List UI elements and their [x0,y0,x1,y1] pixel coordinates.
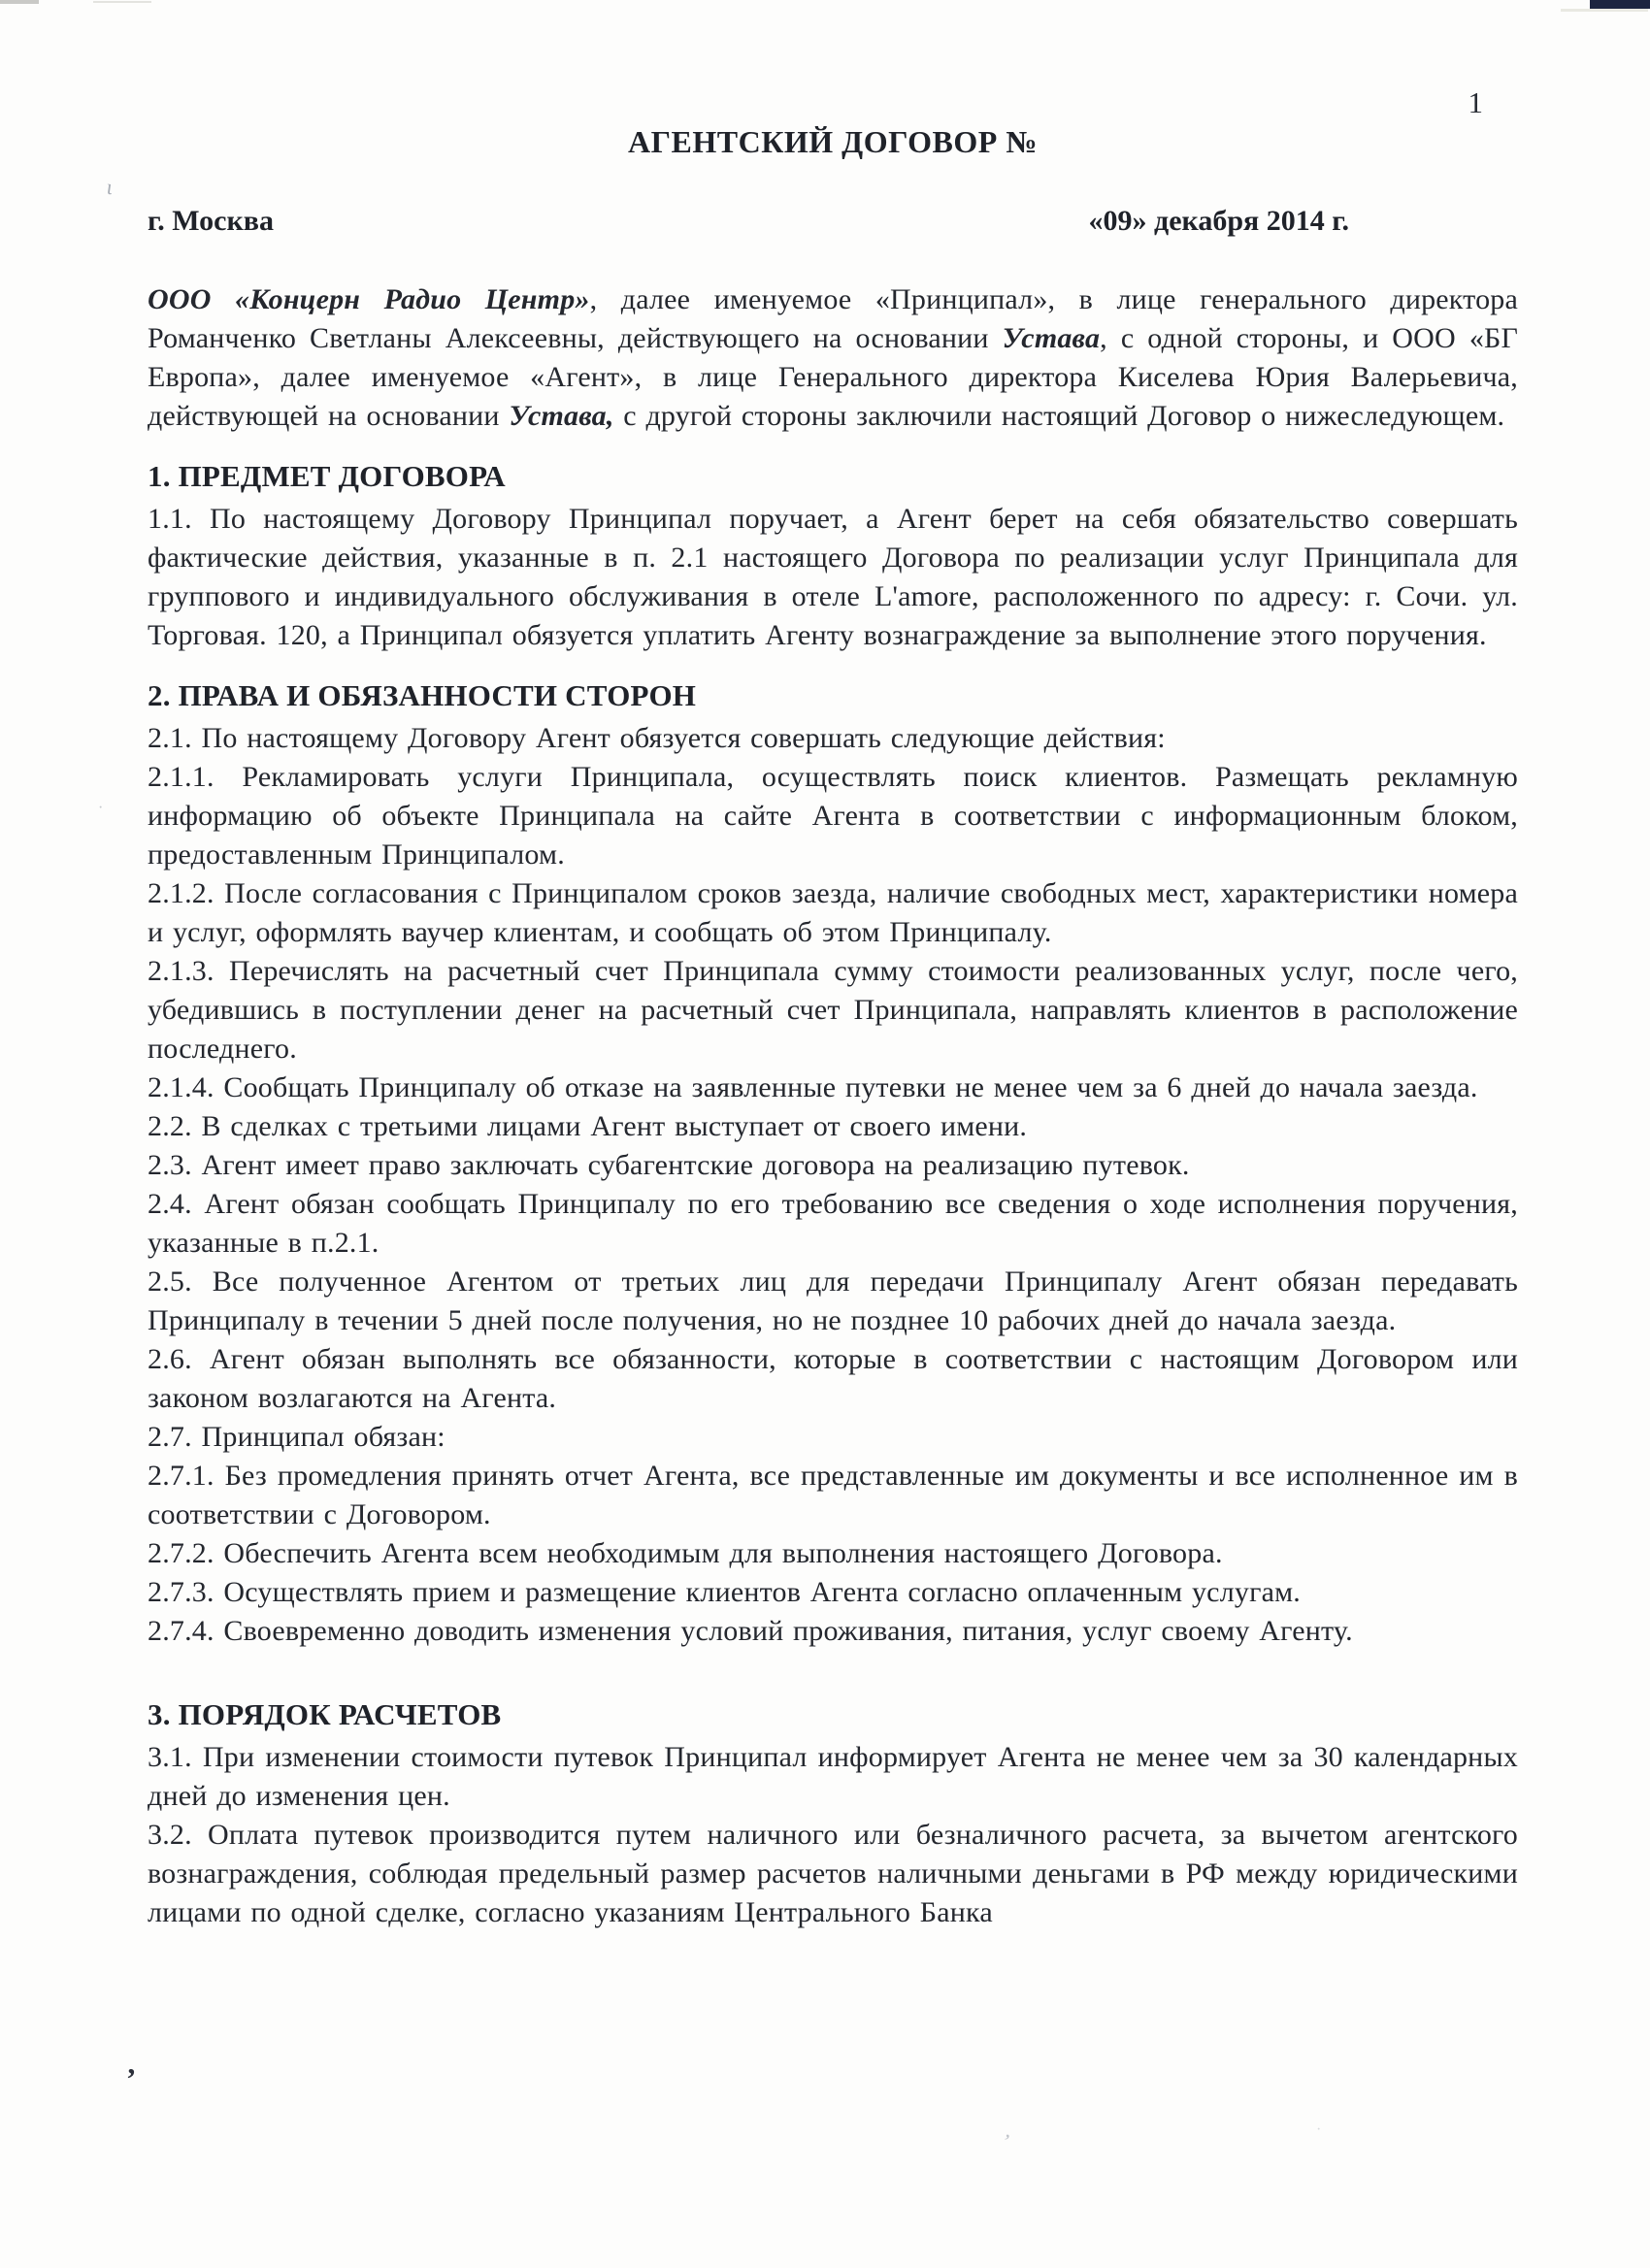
scanner-edge-fringe [1561,9,1648,12]
clause-2-1: 2.1. По настоящему Договору Агент обязуется совершать следующие действия: [148,722,1166,754]
principal-company-name: ООО «Концерн Радио Центр» [148,283,590,315]
clause-2-1-3: 2.1.3. Перечислять на расчетный счет Принципала сумму стоимости реализованных услуг, после чего, убедившись в поступлении денег на расчетный счет Принципала, направлять клиентов в расположение последнего. [148,955,1518,1065]
clause-2-4: 2.4. Агент обязан сообщать Принципалу по его требованию все сведения о ходе исполнения поручения, указанные в п.2.1. [148,1188,1518,1259]
clause-2-2: 2.2. В сделках с третьими лицами Агент выступает от своего имени. [148,1110,1028,1142]
clause-1-1: 1.1. По настоящему Договору Принципал поручает, а Агент берет на себя обязательство совершать фактические действия, указанные в п. 2.1 настоящего Договора по реализации услуг Принципала для группового и индивидуального обслуживания в отеле L'amore, расположенного по адресу: г. Сочи. ул. Торговая. 120, а Принципал обязуется уплатить Агенту вознаграждение за выполнение этого поручения. [148,503,1518,651]
section-subject [148,459,1518,655]
clause-2-7-4: 2.7.4. Своевременно доводить изменения условий проживания, питания, услуг своему Агенту. [148,1615,1353,1647]
clause-2-7: 2.7. Принципал обязан: [148,1421,446,1453]
section-rights-obligations [148,678,1518,1651]
clause-2-3: 2.3. Агент имеет право заключать субагентские договора на реализацию путевок. [148,1149,1190,1181]
charter-ref-2: Устава, [509,400,614,432]
clause-2-1-2: 2.1.2. После согласования с Принципалом сроков заезда, наличие свободных мест, характеристики номера и услуг, оформлять ваучер клиентам, и сообщать об этом Принципалу. [148,877,1518,948]
scan-artifact-dash-2 [93,1,151,3]
clause-2-7-3: 2.7.3. Осуществлять прием и размещение клиентов Агента согласно оплаченным услугам. [148,1576,1301,1608]
scan-artifact-dot: · [98,800,104,816]
preamble-paragraph [148,280,1518,436]
document-title: АГЕНТСКИЙ ДОГОВОР № [628,124,1038,159]
clause-2-6: 2.6. Агент обязан выполнять все обязанности, которые в соответствии с настоящим Договором или законом возлагаются на Агента. [148,1343,1518,1414]
clause-2-1-4: 2.1.4. Сообщать Принципалу об отказе на заявленные путевки не менее чем за 6 дней до начала заезда. [148,1071,1478,1103]
preamble-text-1: , далее именуемое «Принципал», в лице генерального директора Романченко Светланы Алексеевны, действующего на основании [148,283,1518,354]
clause-2-1-1: 2.1.1. Рекламировать услуги Принципала, осуществлять поиск клиентов. Размещать рекламную информацию об объекте Принципала на сайте Агента в соответствии с информационным блоком, предоставленным Принципалом. [148,761,1518,871]
scan-artifact-mark: ι [105,174,115,200]
clause-3-1: 3.1. При изменении стоимости путевок Принципал информирует Агента не менее чем за 30 календарных дней до изменения цен. [148,1741,1518,1812]
date-label: «09» декабря 2014 г. [1088,205,1349,237]
section-payment-order [148,1697,1518,1932]
city-label: г. Москва [148,205,274,237]
charter-ref-1: Устава [1002,322,1101,354]
clause-2-7-2: 2.7.2. Обеспечить Агента всем необходимым для выполнения настоящего Договора. [148,1537,1223,1569]
preamble-text-3: с другой стороны заключили настоящий Договор о нижеследующем. [613,400,1505,432]
clause-2-5: 2.5. Все полученное Агентом от третьих лиц для передачи Принципалу Агент обязан передавать Принципалу в течении 5 дней после получения, но не позднее 10 рабочих дней до начала заезда. [148,1265,1518,1336]
clause-2-7-1: 2.7.1. Без промедления принять отчет Агента, все представленные им документы и все исполненное им в соответствии с Договором. [148,1460,1518,1530]
scan-artifact-dash [0,0,39,4]
section-1-heading: 1. ПРЕДМЕТ ДОГОВОРА [148,459,506,493]
preamble-text-2: , с одной стороны, и ООО «БГ Европа», далее именуемое «Агент», в лице Генерального директора Киселева Юрия Валерьевича, действующей на основании [148,322,1518,432]
section-3-heading: 3. ПОРЯДОК РАСЧЕТОВ [148,1697,502,1731]
place-date-row [148,205,1518,238]
scan-artifact-speck-2: · [1316,2121,1322,2138]
scan-artifact-speck: ‚ [1003,2117,1016,2143]
page-number: 1 [1468,85,1483,119]
scanner-edge-bar [1590,0,1650,9]
scan-artifact-apostrophe: ’ [126,2061,137,2095]
clause-3-2: 3.2. Оплата путевок производится путем наличного или безналичного расчета, за вычетом агентского вознаграждения, соблюдая предельный размер расчетов наличными деньгами в РФ между юридическими лицами по одной сделке, согласно указаниям Центрального Банка [148,1819,1518,1928]
section-2-heading: 2. ПРАВА И ОБЯЗАННОСТИ СТОРОН [148,678,697,712]
